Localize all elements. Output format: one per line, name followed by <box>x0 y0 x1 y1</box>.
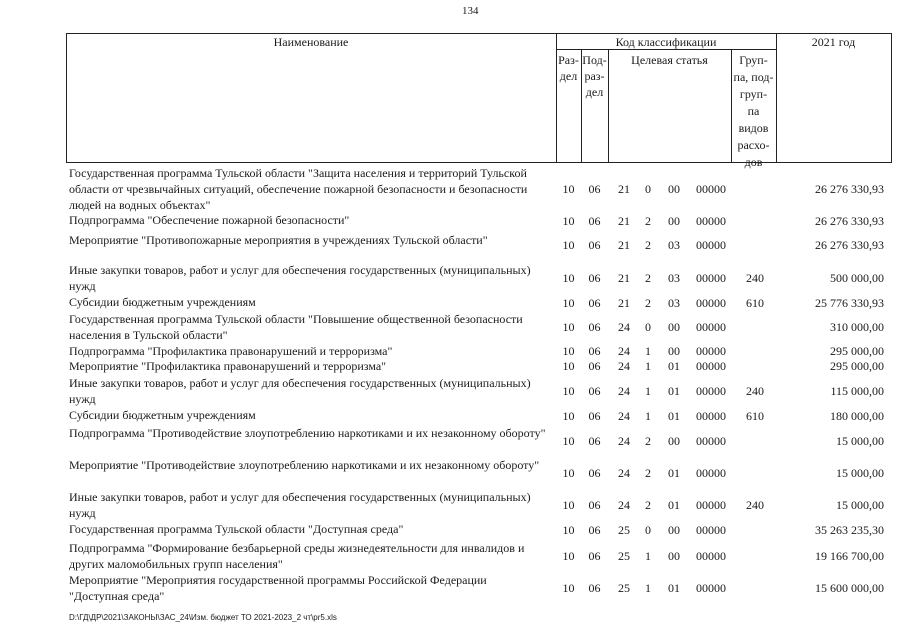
row-code-c4: 00000 <box>696 271 726 285</box>
row-code-c3: 01 <box>668 409 680 423</box>
row-code-c3: 03 <box>668 271 680 285</box>
row-code-c2: 0 <box>645 320 651 334</box>
row-code-c1: 24 <box>618 466 630 480</box>
row-code-pr: 06 <box>588 549 601 563</box>
row-code-pr: 06 <box>588 344 601 358</box>
row-code-c2: 1 <box>645 344 651 358</box>
row-code-c3: 03 <box>668 238 680 252</box>
table-row <box>0 407 905 424</box>
row-name: Государственная программа Тульской области "Доступная среда" <box>69 522 404 536</box>
row-name: Мероприятие "Профилактика правонарушений и терроризма" <box>69 359 387 373</box>
row-code-c3: 03 <box>668 296 680 310</box>
row-code-c4: 00000 <box>696 581 726 595</box>
row-code-pr: 06 <box>588 359 601 373</box>
row-code-c3: 00 <box>668 320 680 334</box>
row-code-c4: 00000 <box>696 409 726 423</box>
row-code-c2: 0 <box>645 523 651 537</box>
row-code-rz: 10 <box>562 523 575 537</box>
row-code-c1: 24 <box>618 409 630 423</box>
row-code-pr: 06 <box>588 434 601 448</box>
row-code-c2: 2 <box>645 214 651 228</box>
row-code-pr: 06 <box>588 296 601 310</box>
row-code-c4: 00000 <box>696 182 726 196</box>
row-code-rz: 10 <box>562 296 575 310</box>
row-code-rz: 10 <box>562 409 575 423</box>
row-code-rz: 10 <box>562 344 575 358</box>
row-name: Государственная программа Тульской области "Повышение общественной безопасности населения в Тульской области" <box>69 312 523 342</box>
row-code-c3: 01 <box>668 581 680 595</box>
row-code-c1: 24 <box>618 434 630 448</box>
row-amount: 19 166 700,00 <box>815 549 884 563</box>
border-left <box>66 33 67 163</box>
row-code-c3: 01 <box>668 498 680 512</box>
row-amount: 25 776 330,93 <box>815 296 884 310</box>
row-code-c3: 00 <box>668 182 680 196</box>
row-code-c2: 2 <box>645 238 651 252</box>
row-code-rz: 10 <box>562 498 575 512</box>
row-code-c1: 21 <box>618 271 630 285</box>
table-row <box>0 262 905 294</box>
row-code-c1: 24 <box>618 359 630 373</box>
row-name: Подпрограмма "Профилактика правонарушений и терроризма" <box>69 344 393 358</box>
row-code-pr: 06 <box>588 238 601 252</box>
row-name: Иные закупки товаров, работ и услуг для обеспечения государственных (муниципальных) нужд <box>69 263 531 293</box>
row-code-c3: 00 <box>668 344 680 358</box>
row-code-rz: 10 <box>562 434 575 448</box>
page-number: 134 <box>462 5 479 17</box>
header-year: 2021 год <box>811 35 856 49</box>
table-row <box>0 572 905 604</box>
row-amount: 295 000,00 <box>830 344 884 358</box>
row-name: Мероприятие "Противопожарные мероприятия в учреждениях Тульской области" <box>69 233 488 247</box>
row-code-rz: 10 <box>562 214 575 228</box>
border-right <box>891 33 892 163</box>
row-code-rz: 10 <box>562 466 575 480</box>
row-amount: 15 000,00 <box>836 498 884 512</box>
row-code-pr: 06 <box>588 498 601 512</box>
row-code-c1: 21 <box>618 238 630 252</box>
row-code-pr: 06 <box>588 320 601 334</box>
file-path-footer: D:\ГД\ДР\2021\ЗАКОНЫ\ЗАС_24\Изм. бюджет ТО 2021-2023_2 чт\pr5.xls <box>69 613 337 622</box>
row-code-c2: 2 <box>645 434 651 448</box>
row-code-c2: 1 <box>645 409 651 423</box>
row-code-c1: 24 <box>618 320 630 334</box>
row-code-c3: 00 <box>668 523 680 537</box>
table-row <box>0 212 905 230</box>
row-code-c4: 00000 <box>696 320 726 334</box>
row-code-c4: 00000 <box>696 359 726 373</box>
row-code-c2: 1 <box>645 581 651 595</box>
row-code-c3: 01 <box>668 466 680 480</box>
row-amount: 15 000,00 <box>836 434 884 448</box>
row-code-rz: 10 <box>562 384 575 398</box>
row-code-rz: 10 <box>562 549 575 563</box>
row-code-c4: 00000 <box>696 384 726 398</box>
row-amount: 15 000,00 <box>836 466 884 480</box>
row-name: Иные закупки товаров, работ и услуг для обеспечения государственных (муниципальных) нужд <box>69 376 531 406</box>
row-code-c4: 00000 <box>696 296 726 310</box>
row-code-pr: 06 <box>588 271 601 285</box>
row-code-vr: 240 <box>746 271 764 285</box>
border-group <box>776 33 777 163</box>
row-amount: 295 000,00 <box>830 359 884 373</box>
table-row <box>0 294 905 311</box>
row-name: Подпрограмма "Противодействие злоупотреблению наркотиками и их незаконному обороту" <box>69 426 546 440</box>
row-code-c3: 00 <box>668 214 680 228</box>
row-amount: 15 600 000,00 <box>815 581 884 595</box>
row-code-rz: 10 <box>562 271 575 285</box>
row-code-pr: 06 <box>588 581 601 595</box>
row-code-c4: 00000 <box>696 238 726 252</box>
row-code-c1: 21 <box>618 296 630 310</box>
row-name: Субсидии бюджетным учреждениям <box>69 295 256 309</box>
row-code-c1: 25 <box>618 523 630 537</box>
table-row <box>0 489 905 521</box>
row-code-c1: 21 <box>618 214 630 228</box>
table-row <box>0 311 905 343</box>
row-code-pr: 06 <box>588 466 601 480</box>
row-code-c1: 24 <box>618 344 630 358</box>
row-code-pr: 06 <box>588 523 601 537</box>
row-name: Субсидии бюджетным учреждениям <box>69 408 256 422</box>
row-amount: 310 000,00 <box>830 320 884 334</box>
row-code-vr: 610 <box>746 296 764 310</box>
row-code-c4: 00000 <box>696 523 726 537</box>
table-row <box>0 358 905 373</box>
row-code-rz: 10 <box>562 320 575 334</box>
row-code-c2: 1 <box>645 359 651 373</box>
table-row <box>0 521 905 538</box>
row-amount: 26 276 330,93 <box>815 182 884 196</box>
row-amount: 26 276 330,93 <box>815 238 884 252</box>
row-code-pr: 06 <box>588 409 601 423</box>
row-code-rz: 10 <box>562 359 575 373</box>
row-code-c2: 2 <box>645 271 651 285</box>
row-code-c3: 00 <box>668 434 680 448</box>
table-row <box>0 343 905 358</box>
table-row <box>0 425 905 457</box>
row-code-c3: 00 <box>668 549 680 563</box>
header-classification: Код классификации <box>615 35 717 49</box>
table-row <box>0 540 905 572</box>
row-code-c3: 01 <box>668 384 680 398</box>
row-code-pr: 06 <box>588 214 601 228</box>
header-name: Наименование <box>273 35 349 49</box>
row-name: Мероприятие "Мероприятия государственной программы Российской Федерации "Доступная среда" <box>69 573 487 603</box>
row-name: Подпрограмма "Обеспечение пожарной безопасности" <box>69 213 350 227</box>
row-code-c4: 00000 <box>696 498 726 512</box>
row-code-c4: 00000 <box>696 344 726 358</box>
table-row <box>0 232 905 258</box>
header-target: Целевая статья <box>631 53 708 67</box>
row-code-c2: 2 <box>645 498 651 512</box>
row-code-c1: 21 <box>618 182 630 196</box>
row-name: Иные закупки товаров, работ и услуг для обеспечения государственных (муниципальных) нужд <box>69 490 531 520</box>
row-code-c2: 2 <box>645 466 651 480</box>
header-subsection: Под- раз- дел <box>582 53 607 99</box>
row-amount: 26 276 330,93 <box>815 214 884 228</box>
row-code-vr: 240 <box>746 384 764 398</box>
row-code-c1: 24 <box>618 384 630 398</box>
row-code-c4: 00000 <box>696 434 726 448</box>
table-row <box>0 375 905 407</box>
table-row <box>0 165 905 213</box>
row-code-c2: 2 <box>645 296 651 310</box>
row-code-c1: 25 <box>618 549 630 563</box>
table-row <box>0 457 905 489</box>
header-section: Раз- дел <box>558 53 579 83</box>
row-code-vr: 610 <box>746 409 764 423</box>
row-amount: 115 000,00 <box>830 384 884 398</box>
row-code-c4: 00000 <box>696 466 726 480</box>
row-code-rz: 10 <box>562 238 575 252</box>
row-code-rz: 10 <box>562 581 575 595</box>
row-amount: 35 263 235,30 <box>815 523 884 537</box>
row-code-pr: 06 <box>588 182 601 196</box>
row-name: Подпрограмма "Формирование безбарьерной среды жизнедеятельности для инвалидов и других маломобильных групп населения" <box>69 541 525 571</box>
row-code-c2: 1 <box>645 549 651 563</box>
row-code-c2: 0 <box>645 182 651 196</box>
row-code-c3: 01 <box>668 359 680 373</box>
row-code-c1: 25 <box>618 581 630 595</box>
row-amount: 500 000,00 <box>830 271 884 285</box>
row-code-rz: 10 <box>562 182 575 196</box>
row-name: Мероприятие "Противодействие злоупотреблению наркотиками и их незаконному обороту" <box>69 458 540 472</box>
row-code-pr: 06 <box>588 384 601 398</box>
row-code-c1: 24 <box>618 498 630 512</box>
row-code-c2: 1 <box>645 384 651 398</box>
row-amount: 180 000,00 <box>830 409 884 423</box>
row-code-c4: 00000 <box>696 214 726 228</box>
row-code-c4: 00000 <box>696 549 726 563</box>
header-group: Груп- па, под- груп- па видов расхо- дов <box>733 53 774 169</box>
row-code-vr: 240 <box>746 498 764 512</box>
row-name: Государственная программа Тульской области "Защита населения и территорий Тульской области от чрезвычайных ситуаций, обеспечение пожарной безопасности и безопасности людей на водных объектах" <box>69 166 528 212</box>
